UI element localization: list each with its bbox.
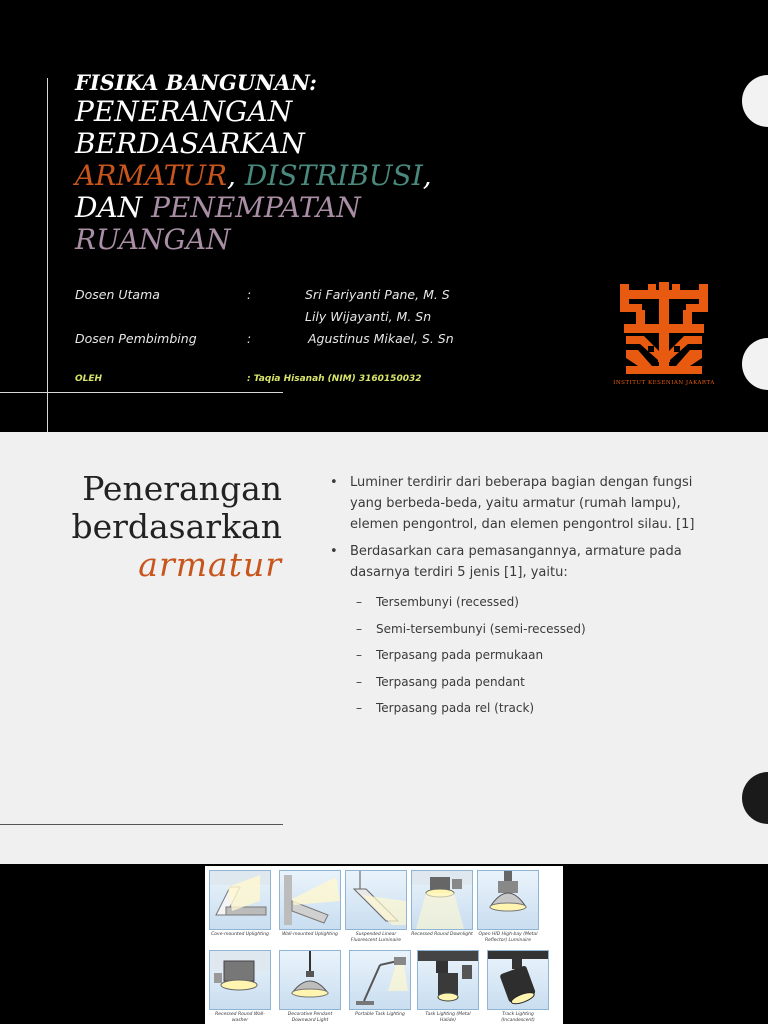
luminaire-types-figure [205, 866, 563, 1024]
highbay-luminaire-icon [477, 870, 539, 930]
dosen-utama-name-2: Lily Wijayanti, M. Sn [305, 309, 432, 324]
wall-uplight-icon [279, 870, 341, 930]
sub-list-item: – Tersembunyi (recessed) [330, 589, 710, 616]
luminaire-cell: Track Lighting (Incandescent) [487, 950, 549, 1024]
title-line-5 [75, 224, 432, 256]
metal-halide-lamp-icon [417, 950, 479, 1010]
cove-uplight-icon [209, 870, 271, 930]
dash-icon: – [356, 595, 362, 609]
dosen-pembimbing-name: Agustinus Mikael, S. Sn [308, 331, 454, 346]
vertical-divider [47, 78, 48, 432]
luminaire-image-slide [0, 864, 768, 1024]
title-line-1: PENERANGAN [75, 95, 293, 128]
list-item: • Berdasarkan cara pemasangannya, armature pada dasarnya terdiri 5 jenis [1], yaitu: [330, 541, 710, 583]
luminaire-cell: Recessed Round Wall-washer [209, 950, 271, 1024]
course-subtitle: FISIKA BANGUNAN: [75, 70, 317, 95]
luminaire-cell: Portable Task Lighting [349, 950, 411, 1018]
slide-title: Penerangan berdasarkan armatur [71, 469, 282, 584]
dash-icon: – [356, 621, 362, 636]
institute-logo [612, 280, 716, 386]
slide-title-accent: armatur [138, 545, 282, 584]
horizontal-divider [0, 824, 283, 825]
luminaire-cell: Recessed Round Downlight [411, 870, 473, 938]
sub-list-item: – Terpasang pada rel (track) [330, 695, 710, 722]
oleh-label: OLEH [75, 374, 103, 384]
title-word-ruangan: RUANGAN [75, 223, 231, 256]
bullet-icon: • [330, 475, 338, 490]
suspended-linear-icon [345, 870, 407, 930]
dosen-utama-name-1: Sri Fariyanti Pane, M. S [305, 287, 450, 302]
logo-caption: INSTITUT KESENIAN JAKARTA [613, 380, 715, 386]
luminaire-cell: Wall-mounted Uplighting [279, 870, 341, 938]
ikj-emblem-icon [618, 280, 710, 376]
dosen-utama-label: Dosen Utama [75, 287, 160, 302]
dash-icon: – [356, 674, 362, 689]
title-word-distribusi: DISTRIBUSI [244, 159, 423, 192]
bullet-icon: • [330, 544, 338, 559]
luminaire-cell: Decorative Pendant Downward Light [279, 950, 341, 1024]
title-slide: FISIKA BANGUNAN: PENERANGAN BERDASARKAN ARMATUR, DISTRIBUSI, DAN PENEMPATAN RUANGAN Dosen Utama : Sri Fariyanti Pane, M. S Lily Wijayanti, M. Sn Dosen Pembimbing : Agustinus Mikael, S. Sn OLEH : Taqia Hisanah (NIM) 3160150032 INSTITUT KESENIAN JAKARTA [0, 0, 768, 432]
sub-list-item: – Terpasang pada permukaan [330, 642, 710, 669]
author-info: : Taqia Hisanah (NIM) 3160150032 [247, 374, 422, 384]
sub-list [330, 589, 710, 722]
title-line-4: DAN PENEMPATAN [75, 191, 361, 224]
title-word-penempatan: PENEMPATAN [151, 191, 361, 224]
luminaire-cell: Task Lighting (Metal Halide) [417, 950, 479, 1024]
horizontal-divider [0, 392, 283, 393]
luminaire-cell: Suspended Linear Fluorescent Luminaire [345, 870, 407, 944]
dash-icon: – [356, 648, 362, 662]
track-light-icon [487, 950, 549, 1010]
bullet-list [330, 472, 710, 722]
sub-list-item: – Terpasang pada pendant [330, 669, 710, 696]
sub-list-item: – Semi-tersembunyi (semi-recessed) [330, 616, 710, 643]
presentation-title [75, 70, 432, 256]
title-line-3: ARMATUR, DISTRIBUSI, [75, 159, 432, 192]
task-lamp-icon [349, 950, 411, 1010]
recessed-downlight-icon [411, 870, 473, 930]
dosen-pembimbing-label: Dosen Pembimbing [75, 331, 197, 346]
luminaire-cell: Cove-mounted Uplighting [209, 870, 271, 938]
content-slide-armatur [0, 432, 768, 864]
luminaire-cell: Open HID High-bay (Metal Reflector) Luminaire [477, 870, 539, 944]
wall-washer-icon [209, 950, 271, 1010]
title-line-2: BERDASARKAN [75, 127, 305, 160]
list-item: • Luminer terdirir dari beberapa bagian dengan fungsi yang berbeda-beda, yaitu armatur (rumah lampu), elemen pengontrol, dan elemen pengontrol silau. [1] [330, 472, 710, 535]
title-word-armatur: ARMATUR [75, 159, 228, 192]
pendant-light-icon [279, 950, 341, 1010]
dash-icon: – [356, 701, 362, 715]
